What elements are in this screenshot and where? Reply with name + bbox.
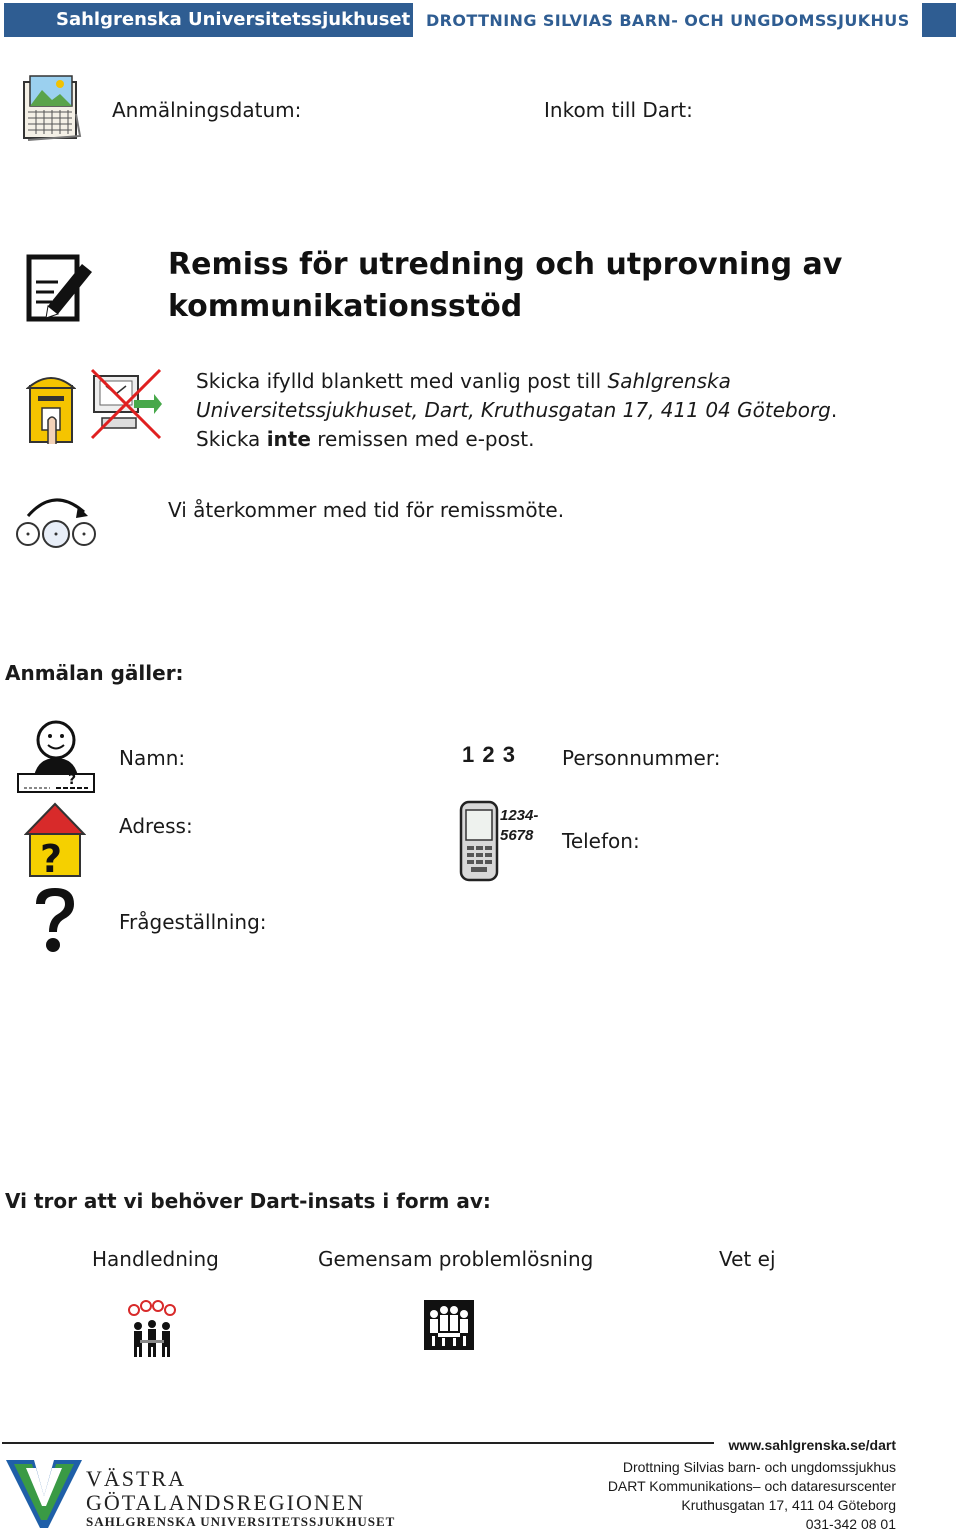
- question-mark-icon: [30, 886, 80, 954]
- vgr-logo-line-2: GÖTALANDSREGIONEN: [86, 1490, 366, 1515]
- no-email-instruction: Skicka inte remissen med e-post.: [196, 427, 535, 451]
- needs-heading: Vi tror att vi behöver Dart-insats i form av:: [5, 1189, 491, 1213]
- footer-dart-name: DART Kommunikations– och dataresurscenter: [607, 1478, 896, 1494]
- childrens-hospital-title: DROTTNING SILVIAS BARN- OCH UNGDOMSSJUKHUS: [426, 11, 910, 30]
- registration-date-label: Anmälningsdatum:: [112, 98, 302, 122]
- callback-note: Vi återkommer med tid för remissmöte.: [168, 498, 565, 522]
- phone-digits-line-1: 1234-: [500, 807, 539, 824]
- name-label: Namn:: [119, 746, 186, 770]
- group-problem-solving-icon: [424, 1300, 474, 1350]
- phone-digits-line-2: 5678: [500, 827, 534, 844]
- header-corner-block: [922, 3, 956, 37]
- personnummer-label: Personnummer:: [562, 746, 721, 770]
- applies-heading: Anmälan gäller:: [5, 661, 184, 685]
- vgr-logo-line-1: VÄSTRA: [86, 1466, 187, 1491]
- form-pencil-icon: [24, 252, 96, 324]
- mailbox-icon: [26, 372, 76, 444]
- footer-hospital-name: Drottning Silvias barn- och ungdomssjukhus: [622, 1459, 896, 1475]
- title-line-2: kommunikationsstöd: [168, 289, 523, 324]
- no-email-icon: [88, 366, 164, 442]
- svg-text:?: ?: [40, 837, 63, 878]
- house-question-icon: [24, 802, 86, 878]
- address-label: Adress:: [119, 814, 193, 838]
- footer-divider: [2, 1442, 714, 1444]
- person-icon: [16, 718, 96, 794]
- hospital-header-bar: Sahlgrenska Universitetssjukhuset: [4, 3, 413, 37]
- option-dont-know[interactable]: Vet ej: [719, 1247, 776, 1271]
- calendar-icon: [20, 74, 82, 142]
- footer-phone: 031-342 08 01: [805, 1516, 896, 1532]
- vgr-logo-icon: [4, 1456, 84, 1530]
- phone-label: Telefon:: [562, 829, 640, 853]
- vgr-logo-line-3: SAHLGRENSKA UNIVERSITETSSJUKHUSET: [86, 1514, 396, 1529]
- title-line-1: Remiss för utredning och utprovning av: [168, 247, 843, 282]
- post-instruction-line-2: Universitetssjukhuset, Dart, Kruthusgatan 17, 411 04 Göteborg.: [196, 398, 838, 422]
- option-guidance[interactable]: Handledning: [92, 1247, 219, 1271]
- number-symbol: 1 2 3: [462, 742, 516, 767]
- post-instruction-line-1: Skicka ifylld blankett med vanlig post till Sahlgrenska: [196, 369, 731, 393]
- option-joint-problem-solving[interactable]: Gemensam problemlösning: [318, 1247, 594, 1271]
- question-label: Frågeställning:: [119, 910, 267, 934]
- phone-digits: [500, 806, 538, 846]
- clock-sequence-icon: [14, 492, 98, 550]
- received-date-label: Inkom till Dart:: [544, 98, 693, 122]
- footer-address: Kruthusgatan 17, 411 04 Göteborg: [681, 1497, 896, 1513]
- footer-url[interactable]: www.sahlgrenska.se/dart: [728, 1437, 896, 1453]
- svg-text:?: ?: [68, 772, 77, 788]
- mobile-phone-icon: [458, 800, 502, 882]
- page-title: [168, 244, 842, 328]
- guidance-icon: [126, 1300, 178, 1358]
